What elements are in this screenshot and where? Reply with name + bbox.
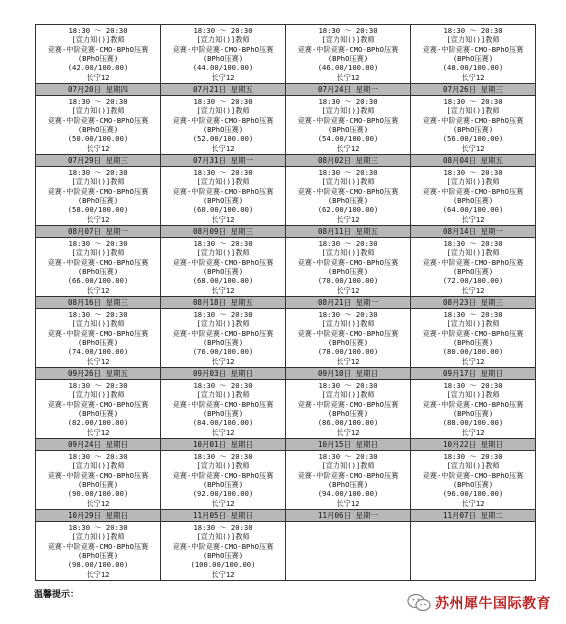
lesson-location: 长宁12 (86, 72, 110, 82)
lesson-line: 18:30 ～ 20:30 (68, 523, 128, 533)
lesson-line: (BPhO压赛) (202, 551, 244, 560)
lesson-line: (BPhO压赛) (202, 125, 244, 134)
lesson-progress: (80.00/100.00) (442, 347, 504, 357)
lesson-location: 长宁12 (336, 72, 360, 82)
lesson-progress: (72.00/100.00) (442, 276, 504, 286)
lesson-progress: (84.00/100.00) (192, 418, 254, 428)
lesson-progress: (86.00/100.00) (317, 418, 379, 428)
lesson-line: [宣力知()]教师 (321, 35, 375, 45)
lesson-progress: (92.00/100.00) (192, 489, 254, 499)
lesson-location: 长宁12 (211, 285, 235, 295)
lesson-line: (BPhO压赛) (452, 267, 494, 276)
date-header-cell: 07月24日 星期一 (286, 84, 411, 96)
lesson-line: [宣力知()]教师 (71, 390, 125, 400)
date-header-cell: 08月21日 星期一 (286, 297, 411, 309)
lesson-progress: (44.00/100.00) (192, 63, 254, 73)
date-header-row (36, 155, 536, 167)
lesson-cell (161, 451, 286, 510)
lesson-cell (36, 451, 161, 510)
lesson-line: [宣力知()]教师 (321, 177, 375, 187)
lesson-line: 竞赛-中阶竞赛-CMO-BPhO压赛 (422, 115, 524, 125)
lesson-location: 长宁12 (461, 143, 485, 153)
lesson-line: 18:30 ～ 20:30 (193, 310, 253, 320)
lesson-location: 长宁12 (86, 356, 110, 366)
lesson-cell (286, 309, 411, 368)
lesson-location: 长宁12 (86, 285, 110, 295)
lesson-line: [宣力知()]教师 (196, 319, 250, 329)
date-header-cell: 08月14日 星期一 (411, 226, 536, 238)
lesson-cell (36, 380, 161, 439)
lesson-progress: (66.00/100.00) (67, 276, 129, 286)
lesson-line: [宣力知()]教师 (321, 248, 375, 258)
lesson-progress: (68.00/100.00) (192, 276, 254, 286)
lesson-cell (286, 25, 411, 84)
lesson-location: 长宁12 (211, 143, 235, 153)
lesson-line: 竞赛-中阶竞赛-CMO-BPhO压赛 (297, 44, 399, 54)
lesson-line: 18:30 ～ 20:30 (443, 381, 503, 391)
wechat-icon (407, 593, 431, 613)
lesson-cell (411, 380, 536, 439)
lesson-cell (411, 451, 536, 510)
lesson-location: 长宁12 (86, 143, 110, 153)
lesson-line: 竞赛-中阶竞赛-CMO-BPhO压赛 (172, 257, 274, 267)
lesson-line: (BPhO压赛) (452, 125, 494, 134)
lesson-cell (161, 380, 286, 439)
lesson-line: 18:30 ～ 20:30 (68, 381, 128, 391)
lesson-cell (286, 451, 411, 510)
lesson-line: (BPhO压赛) (202, 480, 244, 489)
lesson-progress: (60.00/100.00) (192, 205, 254, 215)
lesson-row (36, 380, 536, 439)
date-header-cell: 11月06日 星期一 (286, 510, 411, 522)
lesson-location: 长宁12 (461, 498, 485, 508)
lesson-row (36, 522, 536, 581)
lesson-location: 长宁12 (86, 569, 110, 579)
lesson-line: (BPhO压赛) (202, 267, 244, 276)
lesson-line: (BPhO压赛) (77, 338, 119, 347)
lesson-line: 竞赛-中阶竞赛-CMO-BPhO压赛 (172, 44, 274, 54)
lesson-line: 竞赛-中阶竞赛-CMO-BPhO压赛 (172, 115, 274, 125)
lesson-location: 长宁12 (86, 498, 110, 508)
lesson-progress: (82.00/100.00) (67, 418, 129, 428)
lesson-cell (161, 522, 286, 581)
lesson-progress: (96.00/100.00) (442, 489, 504, 499)
lesson-line: (BPhO压赛) (327, 480, 369, 489)
lesson-cell (161, 167, 286, 226)
watermark-text: 苏州犀牛国际教育 (435, 596, 551, 612)
date-header-cell: 08月07日 星期一 (36, 226, 161, 238)
lesson-line: (BPhO压赛) (327, 267, 369, 276)
lesson-line: (BPhO压赛) (452, 409, 494, 418)
lesson-line: [宣力知()]教师 (196, 106, 250, 116)
lesson-progress: (64.00/100.00) (442, 205, 504, 215)
schedule-table (35, 24, 536, 581)
lesson-line: 竞赛-中阶竞赛-CMO-BPhO压赛 (47, 115, 149, 125)
lesson-line: (BPhO压赛) (452, 480, 494, 489)
lesson-line: 18:30 ～ 20:30 (318, 452, 378, 462)
lesson-line: (BPhO压赛) (77, 196, 119, 205)
lesson-line: 18:30 ～ 20:30 (318, 26, 378, 36)
date-header-cell: 07月21日 星期五 (161, 84, 286, 96)
lesson-progress: (46.00/100.00) (317, 63, 379, 73)
lesson-location: 长宁12 (211, 569, 235, 579)
lesson-line: 竞赛-中阶竞赛-CMO-BPhO压赛 (47, 541, 149, 551)
lesson-location: 长宁12 (461, 214, 485, 224)
lesson-line: (BPhO压赛) (327, 338, 369, 347)
lesson-cell (411, 309, 536, 368)
lesson-row (36, 309, 536, 368)
lesson-cell (161, 96, 286, 155)
lesson-progress: (70.00/100.00) (317, 276, 379, 286)
lesson-row (36, 238, 536, 297)
date-header-cell: 08月23日 星期三 (411, 297, 536, 309)
date-header-cell: 09月24日 星期日 (36, 439, 161, 451)
date-header-cell: 10月29日 星期日 (36, 510, 161, 522)
lesson-line: 18:30 ～ 20:30 (443, 310, 503, 320)
lesson-line: [宣力知()]教师 (196, 248, 250, 258)
lesson-location: 长宁12 (336, 214, 360, 224)
date-header-cell: 07月26日 星期三 (411, 84, 536, 96)
lesson-cell (286, 96, 411, 155)
lesson-location: 长宁12 (336, 143, 360, 153)
lesson-location: 长宁12 (336, 356, 360, 366)
lesson-line: (BPhO压赛) (452, 196, 494, 205)
lesson-line: [宣力知()]教师 (196, 177, 250, 187)
lesson-line: [宣力知()]教师 (446, 106, 500, 116)
lesson-row (36, 167, 536, 226)
lesson-cell (286, 238, 411, 297)
lesson-line: (BPhO压赛) (77, 409, 119, 418)
lesson-progress: (48.00/100.00) (442, 63, 504, 73)
lesson-line: (BPhO压赛) (202, 54, 244, 63)
lesson-line: (BPhO压赛) (77, 125, 119, 134)
date-header-cell: 07月29日 星期三 (36, 155, 161, 167)
lesson-line: [宣力知()]教师 (321, 319, 375, 329)
lesson-progress: (78.00/100.00) (317, 347, 379, 357)
lesson-progress: (56.00/100.00) (442, 134, 504, 144)
date-header-row (36, 297, 536, 309)
lesson-line: 18:30 ～ 20:30 (68, 97, 128, 107)
lesson-line: 18:30 ～ 20:30 (443, 168, 503, 178)
lesson-line: 竞赛-中阶竞赛-CMO-BPhO压赛 (47, 328, 149, 338)
lesson-progress: (58.00/100.00) (67, 205, 129, 215)
lesson-line: 18:30 ～ 20:30 (318, 168, 378, 178)
lesson-row (36, 451, 536, 510)
lesson-line: 竞赛-中阶竞赛-CMO-BPhO压赛 (47, 257, 149, 267)
lesson-line: [宣力知()]教师 (446, 248, 500, 258)
lesson-cell (411, 96, 536, 155)
lesson-line: 18:30 ～ 20:30 (193, 452, 253, 462)
lesson-line: 18:30 ～ 20:30 (318, 381, 378, 391)
lesson-line: 竞赛-中阶竞赛-CMO-BPhO压赛 (47, 470, 149, 480)
date-header-cell: 07月20日 星期四 (36, 84, 161, 96)
watermark (407, 591, 551, 615)
lesson-line: [宣力知()]教师 (71, 532, 125, 542)
lesson-line: [宣力知()]教师 (196, 532, 250, 542)
lesson-cell (411, 238, 536, 297)
lesson-line: 竞赛-中阶竞赛-CMO-BPhO压赛 (297, 328, 399, 338)
lesson-line: 18:30 ～ 20:30 (443, 97, 503, 107)
lesson-line: 18:30 ～ 20:30 (193, 97, 253, 107)
lesson-location: 长宁12 (336, 427, 360, 437)
lesson-cell (36, 522, 161, 581)
lesson-line: [宣力知()]教师 (196, 390, 250, 400)
lesson-line: 竞赛-中阶竞赛-CMO-BPhO压赛 (47, 44, 149, 54)
lesson-location: 长宁12 (461, 72, 485, 82)
lesson-progress: (50.00/100.00) (67, 134, 129, 144)
lesson-location: 长宁12 (86, 427, 110, 437)
lesson-line: (BPhO压赛) (452, 338, 494, 347)
date-header-cell: 07月31日 星期一 (161, 155, 286, 167)
lesson-line: [宣力知()]教师 (196, 461, 250, 471)
date-header-cell: 08月16日 星期三 (36, 297, 161, 309)
lesson-cell (36, 309, 161, 368)
lesson-line: [宣力知()]教师 (71, 177, 125, 187)
lesson-line: [宣力知()]教师 (321, 390, 375, 400)
lesson-line: 18:30 ～ 20:30 (68, 239, 128, 249)
lesson-line: (BPhO压赛) (202, 409, 244, 418)
lesson-cell (161, 309, 286, 368)
lesson-progress: (62.00/100.00) (317, 205, 379, 215)
lesson-line: 18:30 ～ 20:30 (68, 26, 128, 36)
lesson-line: (BPhO压赛) (77, 267, 119, 276)
lesson-line: (BPhO压赛) (202, 338, 244, 347)
lesson-cell (161, 238, 286, 297)
lesson-line: 竞赛-中阶竞赛-CMO-BPhO压赛 (422, 399, 524, 409)
lesson-progress: (94.00/100.00) (317, 489, 379, 499)
lesson-line: [宣力知()]教师 (321, 461, 375, 471)
lesson-cell (411, 25, 536, 84)
lesson-line: 竞赛-中阶竞赛-CMO-BPhO压赛 (172, 186, 274, 196)
lesson-line: 18:30 ～ 20:30 (318, 310, 378, 320)
lesson-line: (BPhO压赛) (327, 54, 369, 63)
date-header-cell: 09月03日 星期日 (161, 368, 286, 380)
date-header-cell: 08月11日 星期五 (286, 226, 411, 238)
lesson-line: (BPhO压赛) (327, 409, 369, 418)
lesson-progress: (42.00/100.00) (67, 63, 129, 73)
lesson-line: 竞赛-中阶竞赛-CMO-BPhO压赛 (47, 186, 149, 196)
lesson-cell (286, 380, 411, 439)
lesson-cell (36, 167, 161, 226)
lesson-line: 竞赛-中阶竞赛-CMO-BPhO压赛 (297, 470, 399, 480)
lesson-line: 竞赛-中阶竞赛-CMO-BPhO压赛 (422, 470, 524, 480)
lesson-progress: (76.00/100.00) (192, 347, 254, 357)
date-header-cell: 09月10日 星期日 (286, 368, 411, 380)
lesson-line: 18:30 ～ 20:30 (193, 26, 253, 36)
lesson-line: 竞赛-中阶竞赛-CMO-BPhO压赛 (422, 257, 524, 267)
lesson-location: 长宁12 (211, 427, 235, 437)
lesson-line: [宣力知()]教师 (446, 461, 500, 471)
lesson-progress: (54.00/100.00) (317, 134, 379, 144)
lesson-line: [宣力知()]教师 (71, 461, 125, 471)
lesson-progress: (90.00/100.00) (67, 489, 129, 499)
date-header-row (36, 368, 536, 380)
lesson-cell (36, 96, 161, 155)
lesson-line: 竞赛-中阶竞赛-CMO-BPhO压赛 (172, 399, 274, 409)
date-header-cell: 10月22日 星期日 (411, 439, 536, 451)
lesson-location: 长宁12 (336, 498, 360, 508)
lesson-cell (161, 25, 286, 84)
lesson-progress: (88.00/100.00) (442, 418, 504, 428)
date-header-cell: 11月05日 星期日 (161, 510, 286, 522)
lesson-line: (BPhO压赛) (77, 551, 119, 560)
lesson-line: 18:30 ～ 20:30 (318, 97, 378, 107)
lesson-progress: (52.00/100.00) (192, 134, 254, 144)
lesson-line: 18:30 ～ 20:30 (193, 239, 253, 249)
lesson-line: 18:30 ～ 20:30 (443, 452, 503, 462)
lesson-line: 竞赛-中阶竞赛-CMO-BPhO压赛 (422, 186, 524, 196)
lesson-line: (BPhO压赛) (452, 54, 494, 63)
date-header-cell: 08月09日 星期三 (161, 226, 286, 238)
lesson-line: [宣力知()]教师 (446, 390, 500, 400)
notes-label: 温馨提示： (34, 590, 80, 600)
lesson-location: 长宁12 (86, 214, 110, 224)
lesson-line: (BPhO压赛) (77, 480, 119, 489)
lesson-line: (BPhO压赛) (327, 125, 369, 134)
date-header-cell: 10月15日 星期日 (286, 439, 411, 451)
lesson-line: 竞赛-中阶竞赛-CMO-BPhO压赛 (172, 541, 274, 551)
date-header-row (36, 439, 536, 451)
lesson-line: (BPhO压赛) (77, 54, 119, 63)
lesson-progress: (100.00/100.00) (190, 560, 256, 570)
lesson-location: 长宁12 (211, 498, 235, 508)
lesson-location: 长宁12 (211, 214, 235, 224)
empty-cell (286, 522, 411, 581)
lesson-line: 18:30 ～ 20:30 (68, 452, 128, 462)
lesson-line: [宣力知()]教师 (321, 106, 375, 116)
lesson-line: 竞赛-中阶竞赛-CMO-BPhO压赛 (297, 115, 399, 125)
lesson-row (36, 25, 536, 84)
lesson-location: 长宁12 (211, 72, 235, 82)
date-header-cell: 08月18日 星期五 (161, 297, 286, 309)
lesson-line: (BPhO压赛) (327, 196, 369, 205)
lesson-line: [宣力知()]教师 (71, 319, 125, 329)
lesson-line: [宣力知()]教师 (446, 35, 500, 45)
empty-cell (411, 522, 536, 581)
lesson-line: 18:30 ～ 20:30 (443, 26, 503, 36)
lesson-line: [宣力知()]教师 (71, 106, 125, 116)
lesson-cell (36, 238, 161, 297)
date-header-row (36, 510, 536, 522)
lesson-location: 长宁12 (461, 285, 485, 295)
lesson-line: 18:30 ～ 20:30 (193, 523, 253, 533)
date-header-cell: 11月07日 星期二 (411, 510, 536, 522)
lesson-line: 竞赛-中阶竞赛-CMO-BPhO压赛 (422, 44, 524, 54)
lesson-location: 长宁12 (336, 285, 360, 295)
lesson-line: 竞赛-中阶竞赛-CMO-BPhO压赛 (422, 328, 524, 338)
lesson-line: 18:30 ～ 20:30 (193, 168, 253, 178)
date-header-cell: 08月02日 星期三 (286, 155, 411, 167)
lesson-line: 18:30 ～ 20:30 (193, 381, 253, 391)
lesson-line: 竞赛-中阶竞赛-CMO-BPhO压赛 (297, 399, 399, 409)
lesson-line: 竞赛-中阶竞赛-CMO-BPhO压赛 (172, 470, 274, 480)
lesson-line: (BPhO压赛) (202, 196, 244, 205)
date-header-row (36, 226, 536, 238)
lesson-location: 长宁12 (461, 356, 485, 366)
date-header-cell: 10月01日 星期日 (161, 439, 286, 451)
lesson-line: [宣力知()]教师 (446, 319, 500, 329)
lesson-row (36, 96, 536, 155)
lesson-line: 竞赛-中阶竞赛-CMO-BPhO压赛 (47, 399, 149, 409)
lesson-line: [宣力知()]教师 (71, 248, 125, 258)
lesson-progress: (74.00/100.00) (67, 347, 129, 357)
lesson-line: 18:30 ～ 20:30 (68, 168, 128, 178)
lesson-location: 长宁12 (461, 427, 485, 437)
lesson-line: [宣力知()]教师 (71, 35, 125, 45)
lesson-line: 18:30 ～ 20:30 (443, 239, 503, 249)
date-header-cell: 09月17日 星期日 (411, 368, 536, 380)
date-header-row (36, 84, 536, 96)
lesson-line: [宣力知()]教师 (196, 35, 250, 45)
lesson-line: 18:30 ～ 20:30 (68, 310, 128, 320)
lesson-line: 18:30 ～ 20:30 (318, 239, 378, 249)
lesson-line: [宣力知()]教师 (446, 177, 500, 187)
lesson-line: 竞赛-中阶竞赛-CMO-BPhO压赛 (172, 328, 274, 338)
lesson-progress: (98.00/100.00) (67, 560, 129, 570)
lesson-location: 长宁12 (211, 356, 235, 366)
date-header-cell: 08月04日 星期五 (411, 155, 536, 167)
date-header-cell: 09月26日 星期五 (36, 368, 161, 380)
lesson-line: 竞赛-中阶竞赛-CMO-BPhO压赛 (297, 186, 399, 196)
lesson-cell (411, 167, 536, 226)
lesson-cell (36, 25, 161, 84)
lesson-cell (286, 167, 411, 226)
lesson-line: 竞赛-中阶竞赛-CMO-BPhO压赛 (297, 257, 399, 267)
